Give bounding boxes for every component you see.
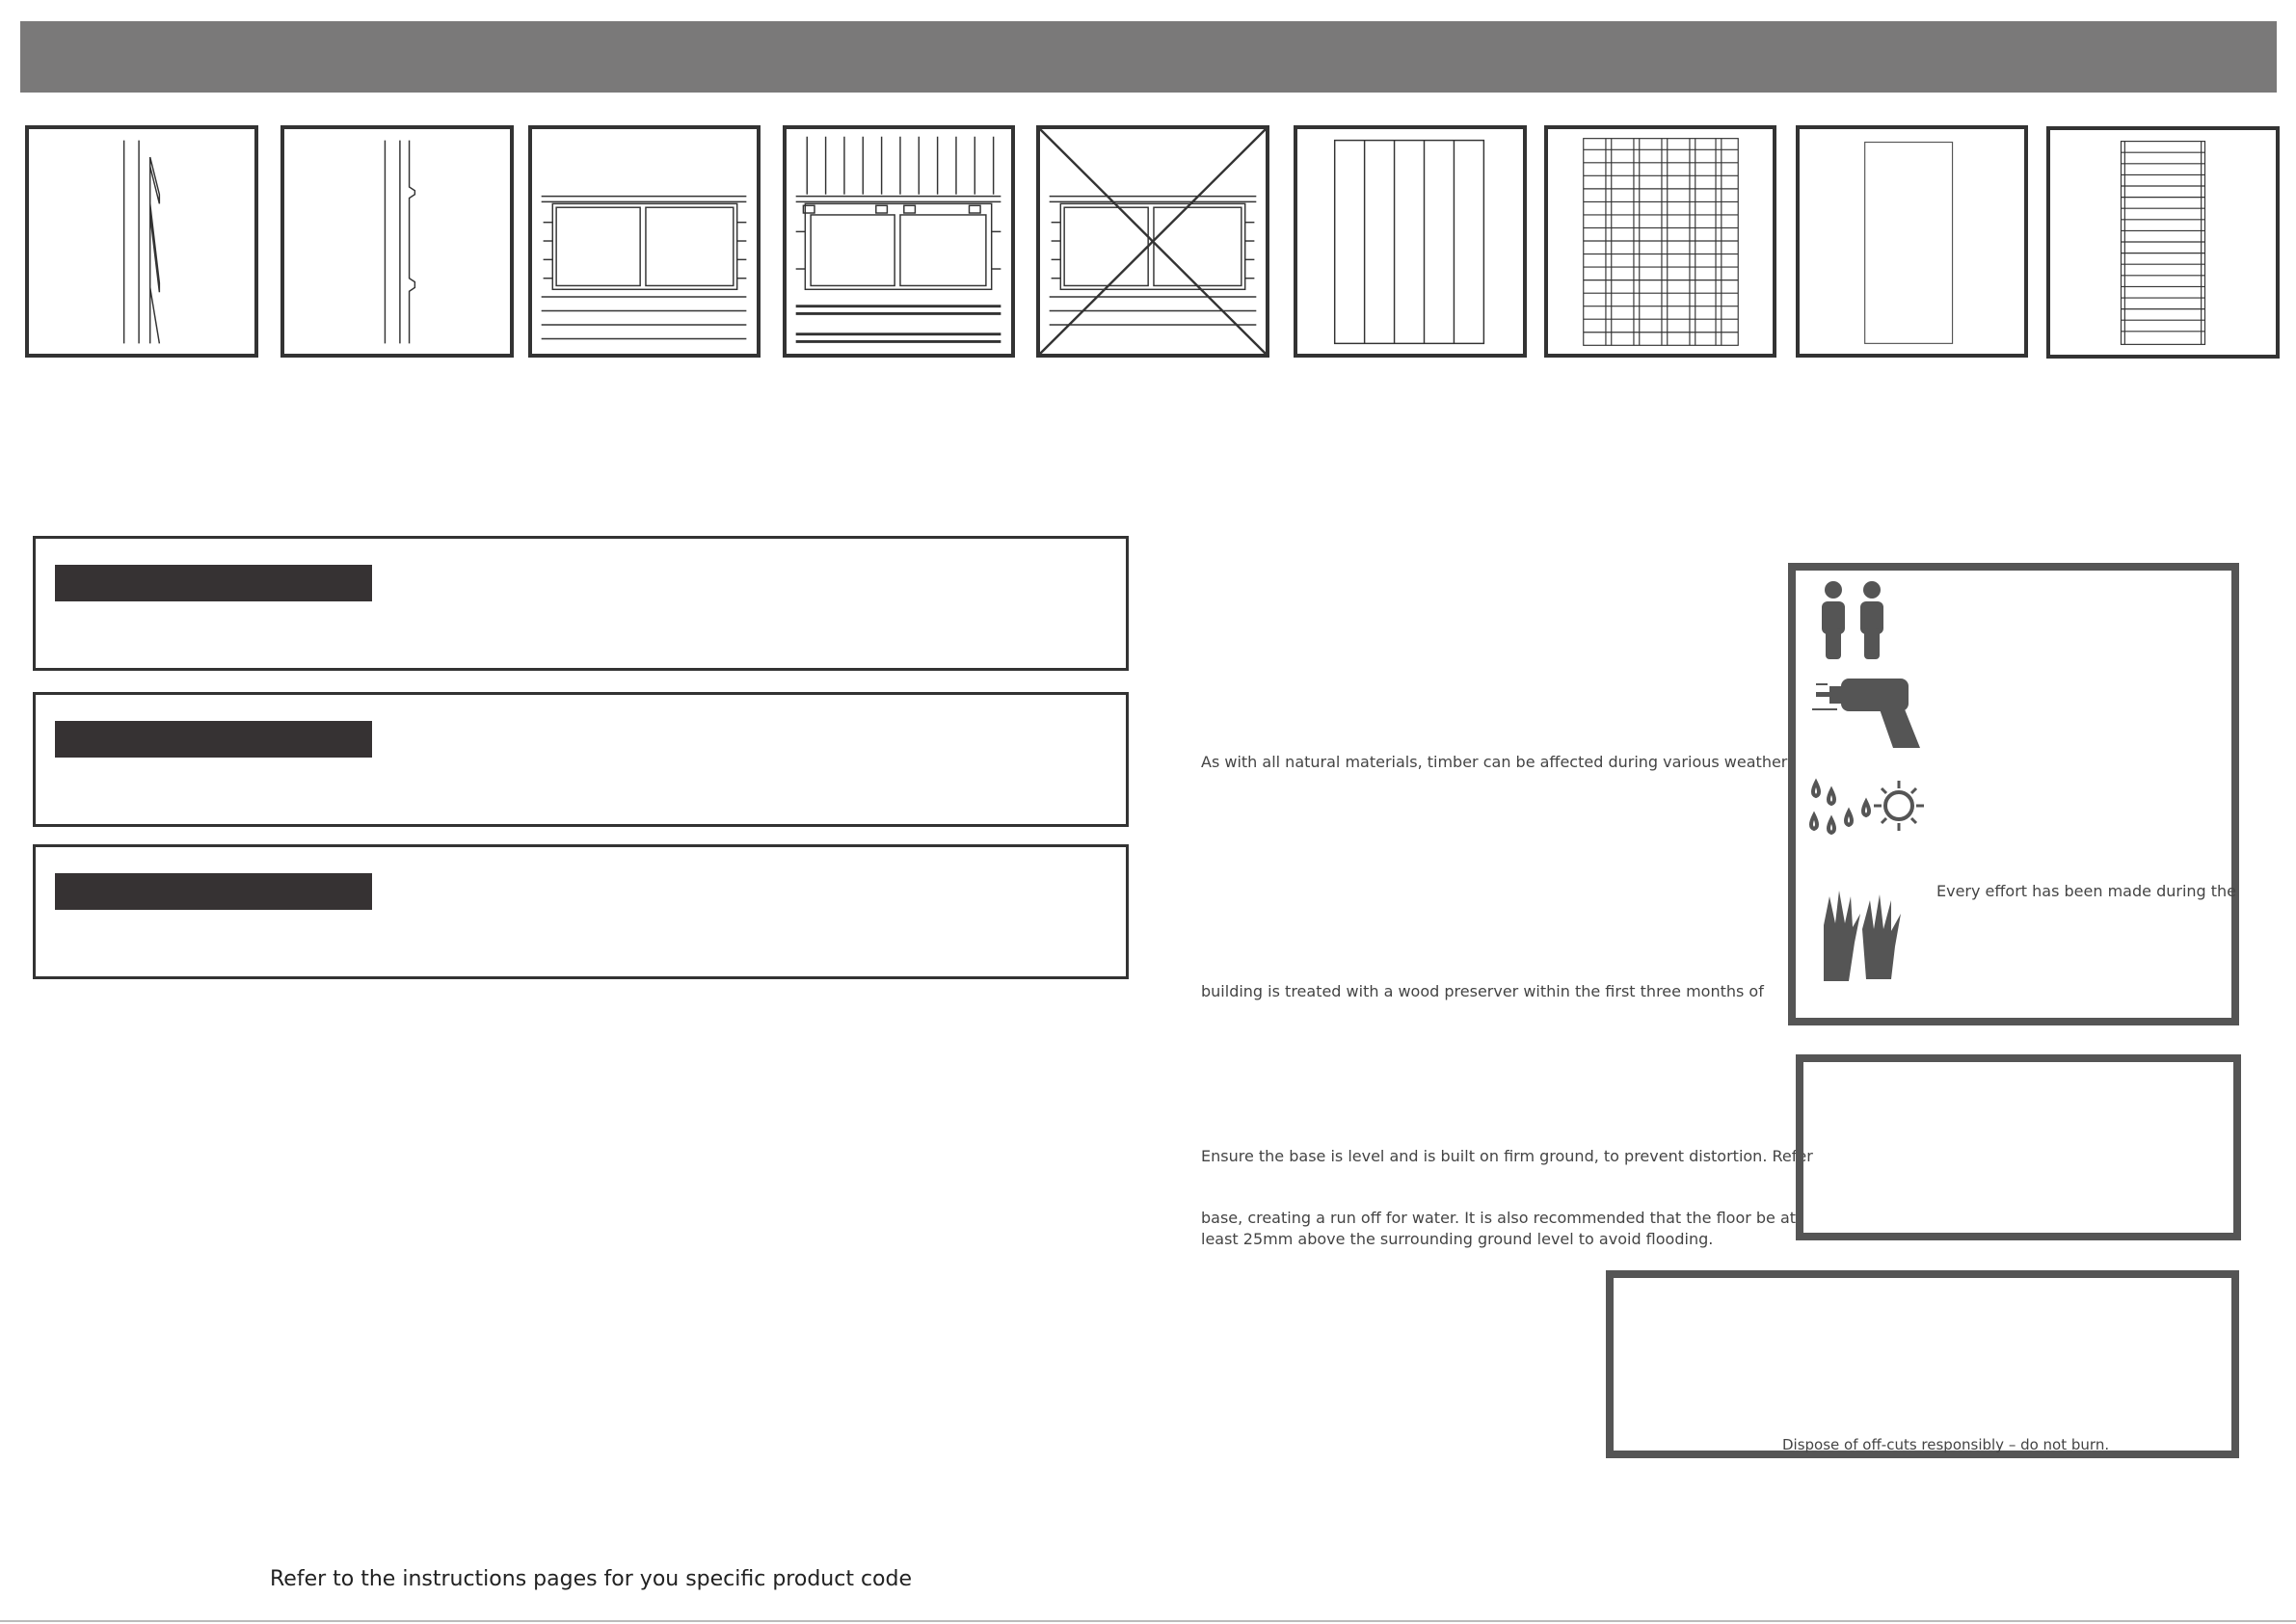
window-vertical-boards-drawing (787, 129, 1011, 354)
info-box-1-heading-bar (55, 565, 372, 601)
disposal-box (1606, 1270, 2239, 1458)
incorrect-window-crossed-tile (1036, 125, 1269, 358)
base-note-line-3: least 25mm above the surrounding ground level to avoid flooding. (1201, 1230, 1714, 1248)
plain-door-drawing (1800, 129, 2024, 354)
info-box-2 (33, 692, 1129, 827)
bottom-divider (0, 1620, 2296, 1622)
info-box-3 (33, 844, 1129, 979)
two-people-icon (1814, 580, 1891, 661)
plain-door-panel-tile (1796, 125, 2028, 358)
vertical-panel-drawing (1297, 129, 1523, 354)
overlap-cladding-tile (25, 125, 258, 358)
base-note-line-2: base, creating a run off for water. It is also recommended that the floor be at (1201, 1209, 1797, 1227)
horizontal-slat-panel-tile (2046, 126, 2280, 359)
dispose-note-text: Dispose of off-cuts responsibly – do not burn. (1782, 1436, 2110, 1453)
framed-grid-drawing (1548, 129, 1773, 354)
vertical-panel-tile (1294, 125, 1527, 358)
preserver-note-text: building is treated with a wood preserver within the first three months of (1201, 982, 1764, 1000)
tongue-and-groove-drawing (284, 129, 510, 354)
gloves-icon (1814, 887, 1910, 983)
rain-and-sun-icon (1806, 777, 1930, 852)
weather-note-text: As with all natural materials, timber can be affected during various weather (1201, 753, 1788, 771)
crossed-window-drawing (1040, 129, 1266, 354)
horizontal-slat-drawing (2050, 130, 2276, 355)
base-note-line-1: Ensure the base is level and is built on firm ground, to prevent distortion. Refer (1201, 1147, 1813, 1165)
window-shiplap-drawing (532, 129, 757, 354)
window-with-vertical-boards-tile (783, 125, 1015, 358)
overlap-cladding-drawing (29, 129, 254, 354)
effort-note-text: Every effort has been made during the (1936, 882, 2237, 900)
info-box-3-heading-bar (55, 873, 372, 910)
tongue-and-groove-cladding-tile (280, 125, 514, 358)
info-box-2-heading-bar (55, 721, 372, 758)
info-box-1 (33, 536, 1129, 671)
window-on-shiplap-tile (528, 125, 761, 358)
footer-instruction-text: Refer to the instructions pages for you specific product code (270, 1567, 912, 1591)
framed-grid-panel-tile (1544, 125, 1776, 358)
right-middle-box (1796, 1054, 2241, 1240)
drill-icon (1812, 675, 1924, 752)
header-banner (20, 21, 2277, 93)
